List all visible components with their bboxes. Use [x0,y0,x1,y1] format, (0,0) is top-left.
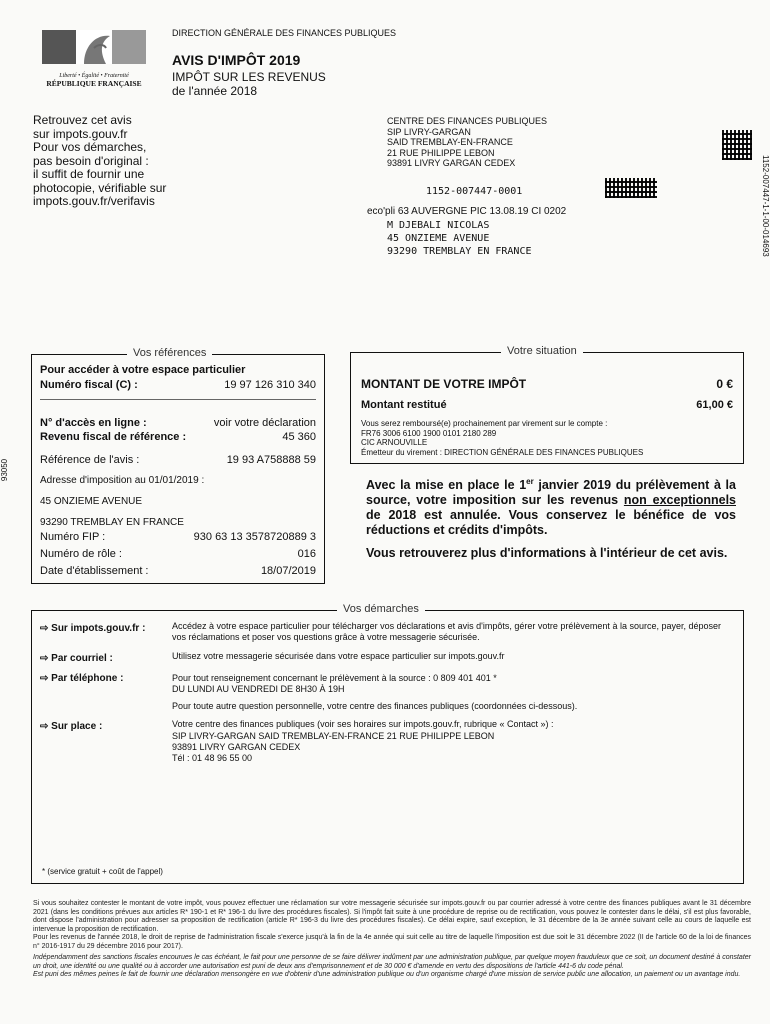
centre-line: SIP LIVRY-GARGAN [387,126,471,137]
marianne-emblem-icon [40,28,148,68]
page-title: AVIS D'IMPÔT 2019 [172,52,301,68]
ref-avis-value: 19 93 A758888 59 [226,454,316,466]
montant-value: 0 € [716,377,733,391]
margin-code: 93050 [0,458,10,482]
logo-name: RÉPUBLIQUE FRANÇAISE [46,79,142,88]
place-label: ⇨ Sur place : [40,721,103,732]
adresse-line: 45 ONZIEME AVENUE [40,496,143,507]
telephone-text-2: DU LUNDI AU VENDREDI DE 8H30 À 19H [172,684,345,694]
courriel-text: Utilisez votre messagerie sécurisée dans votre espace particulier sur impots.gouv.fr [172,651,505,661]
montant-label: MONTANT DE VOTRE IMPÔT [361,377,527,391]
intro-line: pas besoin d'original : [33,153,149,168]
place-text-4: Tél : 01 48 96 55 00 [172,753,253,763]
internet-text: Accédez à votre espace particulier pour télécharger vos déclarations et avis d'impôts, gérer votre prélèvement à la source, payer, déposer vos réclamations et poser vos questions grâce à votre messagerie sécurisée. [172,621,722,642]
ref-avis-label: Référence de l'avis : [40,454,140,466]
department-header: DIRECTION GÉNÉRALE DES FINANCES PUBLIQUES [172,28,397,38]
notice-text [366,474,736,561]
barcode-icon [605,178,657,198]
situation-legend: Votre situation [501,345,583,357]
references-box [31,347,325,584]
date-value: 18/07/2019 [260,565,316,577]
numero-fiscal-value: 19 97 126 310 340 [224,379,316,391]
notice-paragraph: Vous retrouverez plus d'informations à l'intérieur de cet avis. [366,546,728,561]
references-legend: Vos références [127,347,212,359]
role-label: Numéro de rôle : [40,548,122,560]
telephone-text-1: Pour tout renseignement concernant le prélèvement à la source : 0 809 401 401 * [172,673,497,683]
centre-line: CENTRE DES FINANCES PUBLIQUES [387,116,548,126]
courriel-label: ⇨ Par courriel : [40,653,113,664]
place-text-1: Votre centre des finances publiques (voir ses horaires sur impots.gouv.fr, rubrique « Contact ») : [172,719,554,729]
place-text-3: 93891 LIVRY GARGAN CEDEX [172,742,301,752]
intro-line: impots.gouv.fr/verifavis [33,194,155,208]
access-title: Pour accéder à votre espace particulier [40,364,246,376]
intro-line: Retrouvez cet avis [33,113,132,127]
demarches-box [31,603,744,884]
acces-label: N° d'accès en ligne : [40,417,147,429]
internet-label: ⇨ Sur impots.gouv.fr : [40,623,146,634]
centre-line: 21 RUE PHILIPPE LEBON [387,147,495,158]
emetteur: Émetteur du virement : DIRECTION GÉNÉRALE DES FINANCES PUBLIQUES [361,447,644,457]
marianne-logo [40,28,148,90]
intro-text [33,114,166,209]
rfr-label: Revenu fiscal de référence : [40,431,187,443]
recipient-line: M DJEBALI NICOLAS [387,220,490,231]
fip-value: 930 63 13 3578720889 3 [193,531,316,543]
telephone-label: ⇨ Par téléphone : [40,673,124,684]
situation-box [350,345,744,464]
side-code: 1152-007447-1-1-00-014693 [761,155,770,257]
year-line: de l'année 2018 [172,84,258,98]
recipient-address [387,219,532,258]
legal-paragraph: Est puni des mêmes peines le fait de fournir une déclaration mensongère en vue d'obtenir d'une administration publique ou d'un organisme chargé d'une mission de service public une allocation, un paiement ou un avantage indu. [33,971,741,978]
recipient-line: 93290 TREMBLAY EN FRANCE [387,246,532,257]
place-text-2: SIP LIVRY-GARGAN SAID TREMBLAY-EN-FRANCE 21 RUE PHILIPPE LEBON [172,731,495,741]
date-label: Date d'établissement : [40,565,149,577]
numero-fiscal-label: Numéro fiscal (C) : [40,379,138,391]
page-subtitle: IMPÔT SUR LES REVENUS [172,70,326,84]
legal-paragraph: Indépendamment des sanctions fiscales encourues le cas échéant, le fait pour une personne de se faire délivrer indûment par une administration publique, par quelque moyen frauduleux que ce soit, un document destiné à constater un droit, une identité ou une qualité ou à accorder une autorisation est puni de deux ans d'emprisonnement et de 30 000 € d'amende en vertu des dispositions de l'article 441-6 du code pénal. [33,954,751,970]
acces-value: voir votre déclaration [213,417,316,429]
intro-line: il suffit de fournir une [33,167,145,181]
adresse-line: 93290 TREMBLAY EN FRANCE [40,517,184,528]
adresse-label: Adresse d'imposition au 01/01/2019 : [40,475,205,486]
legal-paragraph: Pour les revenus de l'année 2018, le droit de reprise de l'administration fiscale s'exerce jusqu'à la fin de la 4e année qui suit celle au titre de laquelle l'imposition est due soit le 31 décembre 2022 (II de l'article 60 de la loi de finances n° 2016-1917 du 29 décembre 2016 pour 2017). [33,934,751,950]
role-value: 016 [297,548,316,560]
intro-line: photocopie, vérifiable sur [33,180,167,195]
intro-line: Pour vos démarches, [33,140,147,154]
demarches-legend: Vos démarches [337,603,425,615]
rfr-value: 45 360 [282,431,316,443]
restitue-value: 61,00 € [696,399,733,411]
postal-line: eco'pli 63 AUVERGNE PIC 13.08.19 CI 0202 [367,206,567,217]
centre-line: 93891 LIVRY GARGAN CEDEX [387,158,516,168]
fip-label: Numéro FIP : [40,531,106,543]
virement-text [361,419,643,457]
iban: FR76 3006 6100 1900 0101 2180 289 [361,428,497,438]
footnote: * (service gratuit + coût de l'appel) [42,867,163,876]
restitue-label: Montant restitué [361,399,447,411]
virement-line: Vous serez remboursé(e) prochainement par virement sur le compte : [361,419,608,428]
recipient-line: 45 ONZIEME AVENUE [387,233,490,244]
divider [40,399,316,400]
legal-text [33,900,751,980]
centre-address [387,116,547,169]
intro-line: sur impots.gouv.fr [33,126,128,141]
notice-paragraph: Avec la mise en place le 1er janvier 2019 du prélèvement à la source, votre imposition sur les revenus non exceptionnels de 2018 est annulée. Vous conservez le bénéfice de vos réductions et crédits d'impôts. [366,477,736,538]
datamatrix-icon [722,130,752,160]
centre-line: SAID TREMBLAY-EN-FRANCE [387,137,513,147]
bank: CIC ARNOUVILLE [361,438,428,447]
reference-code: 1152-007447-0001 [426,186,523,197]
logo-motto: Liberté • Égalité • Fraternité [59,73,129,79]
legal-paragraph: Si vous souhaitez contester le montant de votre impôt, vous pouvez effectuer une réclamation sur votre messagerie sécurisée sur impots.gouv.fr ou par courrier adressé à votre centre des finances publiques avant le 31 décembre 2021 (dans les conditions prévues aux articles R* 190-1 et R* 196-1 du livre des procédures fiscales). Si l'impôt fait suite à une procédure de reprise ou de rectification, vous pouvez le contester dans le délai, s'il est plus favorable, dont dispose l'administration pour adresser sa proposition de rectification (article R* 196-3 du livre des procédures fiscales). Ce délai expire, sauf exception, le 31 décembre de la 3e année suivant celle au cours de laquelle est intervenue la proposition de rectification. [33,900,751,933]
telephone-text-3: Pour toute autre question personnelle, votre centre des finances publiques (coordonnées ci-dessous). [172,701,578,711]
